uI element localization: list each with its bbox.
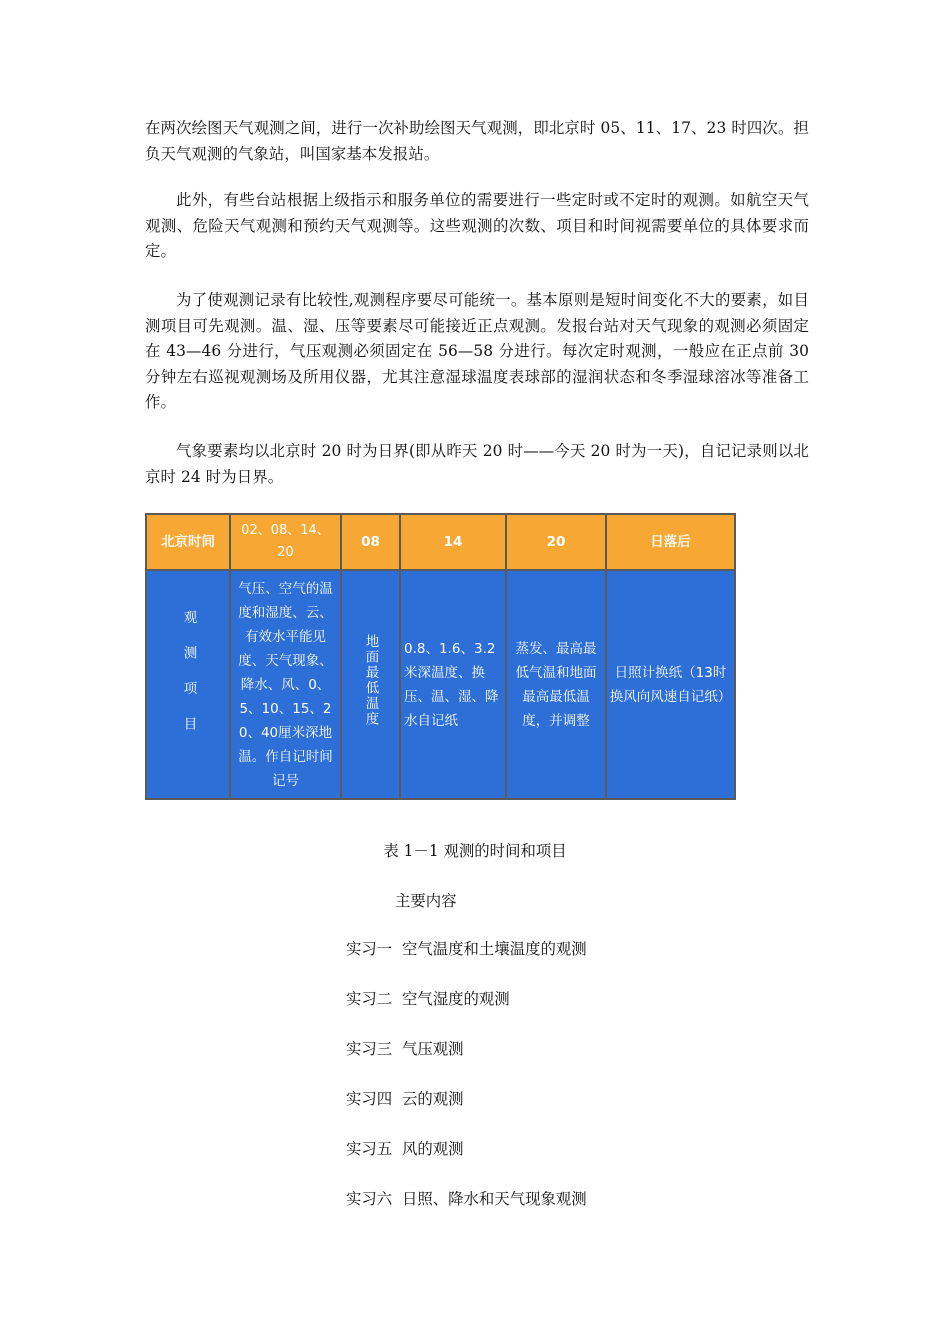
contents-heading: 主要内容 xyxy=(395,892,457,910)
header-20: 20 xyxy=(507,515,605,569)
paragraph-observation-procedure: 为了使观测记录有比较性,观测程序要尽可能统一。基本原则是短时间变化不大的要素，如目测项目可先观测。温、湿、压等要素尽可能接近正点观测。发报台站对天气现象的观测必须固定在 43—46 分进行，气压观测必须固定在 56—58 分进行。每次定时观测，一般应在正点前 30 分钟左右巡视观测场及所用仪器，尤其注意湿球温度表球部的湿润状态和冬季湿球溶冰等准备工作。 xyxy=(145,291,809,411)
paragraph-day-boundary: 气象要素均以北京时 20 时为日界(即从昨天 20 时——今天 20 时为一天)，自记记录则以北京时 24 时为日界。 xyxy=(145,442,809,486)
row-label-text: 观测项目 xyxy=(180,609,197,752)
cell-after-sunset-items: 日照计换纸（13时换风向风速自记纸） xyxy=(607,571,734,798)
header-beijing-time: 北京时间 xyxy=(147,515,229,569)
header-08: 08 xyxy=(342,515,399,569)
list-item: 实习二 空气湿度的观测 xyxy=(346,990,510,1008)
table-row xyxy=(147,571,734,798)
list-item: 实习四 云的观测 xyxy=(346,1090,464,1108)
header-02-08-14-20: 02、08、14、20 xyxy=(231,515,340,569)
cell-20-items: 蒸发、最高最低气温和地面最高最低温度，并调整 xyxy=(507,571,605,798)
cell-08-items xyxy=(342,571,399,798)
header-after-sunset: 日落后 xyxy=(607,515,734,569)
observation-schedule-table xyxy=(145,513,736,800)
row-label-observation-items xyxy=(147,571,229,798)
cell-02-08-14-20-items: 气压、空气的温度和湿度、云、有效水平能见度、天气现象、降水、风、0、5、10、15、20、40厘米深地温。作自记时间记号 xyxy=(231,571,340,798)
cell-14-items: 0.8、1.6、3.2米深温度、换压、温、湿、降水自记纸 xyxy=(401,571,505,798)
cell-08-text: 地面最低温度 xyxy=(362,634,379,727)
list-item: 实习五 风的观测 xyxy=(346,1140,464,1158)
table-header-row xyxy=(147,515,734,569)
list-item: 实习三 气压观测 xyxy=(346,1040,464,1058)
paragraph-special-observations: 此外，有些台站根据上级指示和服务单位的需要进行一些定时或不定时的观测。如航空天气观测、危险天气观测和预约天气观测等。这些观测的次数、项目和时间视需要单位的具体要求而定。 xyxy=(145,191,809,260)
list-item: 实习一 空气温度和土壤温度的观测 xyxy=(346,940,587,958)
header-14: 14 xyxy=(401,515,505,569)
contents-list xyxy=(346,937,587,1237)
table-caption: 表 1－1 观测的时间和项目 xyxy=(383,842,567,860)
paragraph-supplementary-observation: 在两次绘图天气观测之间，进行一次补助绘图天气观测，即北京时 05、11、17、23 时四次。担负天气观测的气象站，叫国家基本发报站。 xyxy=(145,119,809,163)
list-item: 实习六 日照、降水和天气现象观测 xyxy=(346,1190,587,1208)
